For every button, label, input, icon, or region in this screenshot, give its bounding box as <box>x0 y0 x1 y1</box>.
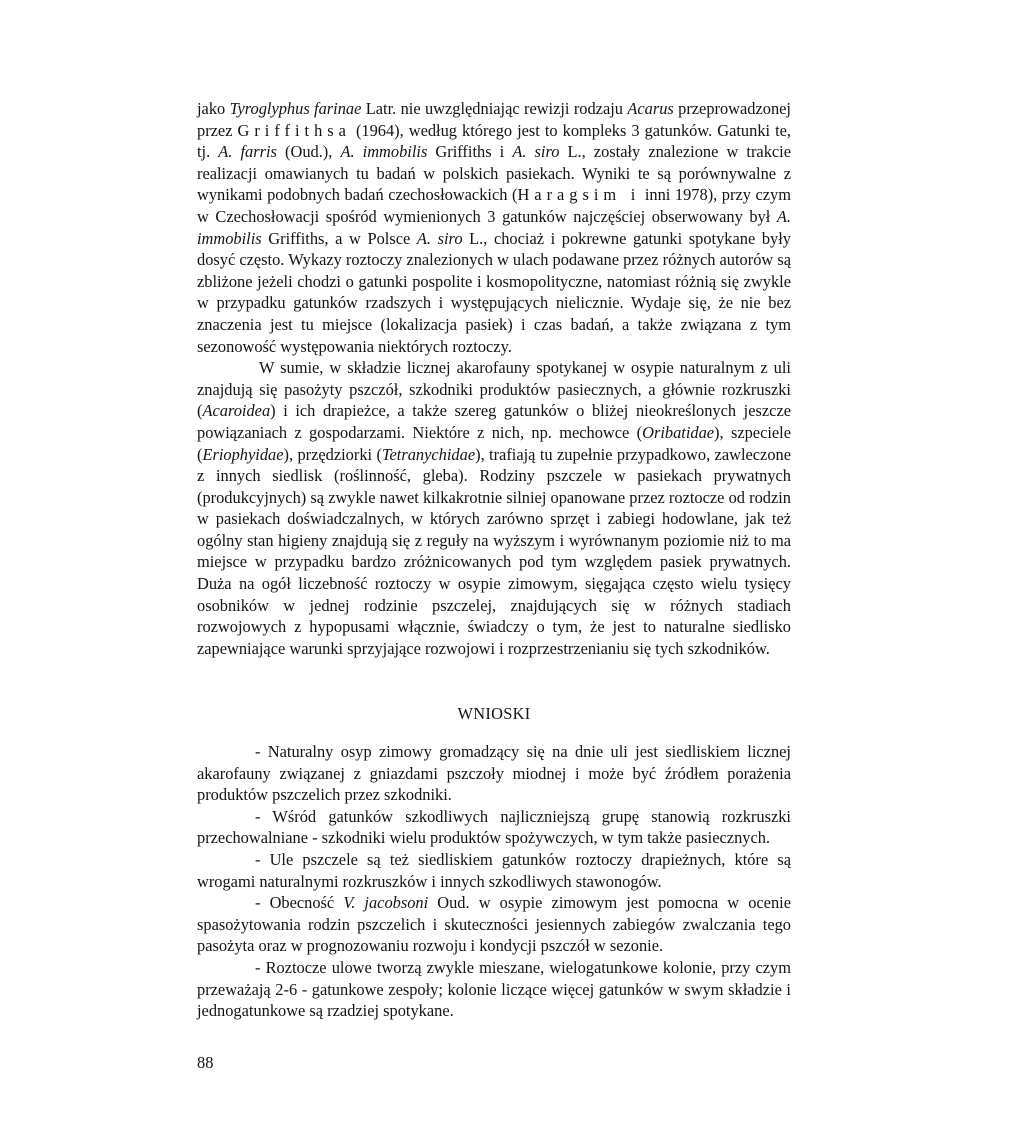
genus-name: Acarus <box>627 99 674 118</box>
text-run: ), szpeciele ( <box>197 422 791 464</box>
species-name: A. immobilis <box>197 206 791 248</box>
species-name: A. farris <box>218 142 277 162</box>
text-run: - Obecność <box>255 893 344 913</box>
author-name: Haragsim i <box>517 185 641 205</box>
conclusion-item-4 <box>197 892 791 957</box>
text-run: (1964), według którego jest to kompleks 3 gatunków. Gatunki te, tj. <box>197 120 791 162</box>
text-run: Griffiths i <box>427 142 513 162</box>
section-heading: WNIOSKI <box>457 704 531 724</box>
taxon-name: Acaroidea <box>202 401 271 421</box>
page-number: 88 <box>197 1052 214 1072</box>
species-name: Tyroglyphus farinae <box>229 99 362 118</box>
conclusion-item-3: - Ule pszczele są też siedliskiem gatunków roztoczy drapieżnych, które są wrogami naturalnymi rozkruszków i innych szkodliwych stawonogów. <box>197 850 791 891</box>
paragraph-1 <box>197 98 791 357</box>
taxon-name: Tetranychidae <box>381 444 476 464</box>
text-run: ), trafiają tu zupełnie przypadkowo, zawleczone z innych siedlisk (roślinność, gleba). Rodziny pszczele w pasiekach prywatnych (produkcyjnych) są zwykle nawet kilkakrotnie silniej opanowane przez roztocze od rodzin w pasiekach doświadczalnych, w których zarówno sprzęt i zabiegi hodowlane, jak też ogólny stan higieny znajdują się z reguły na wyższym i wyrównanym poziomie niż to ma miejsce w przypadku bardzo zróżnicowanych pod tym względem pasiek prywatnych. Duża na ogół liczebność roztoczy w osypie zimowym, sięgająca często wielu tysięcy osobników w jednej rodzinie pszczelej, znajdujących się w różnych stadiach rozwojowych z hypopusami włącznie, świadczy o tym, że jest to naturalne siedlisko zapewniające warunki sprzyjające rozwojowi i rozprzestrzenianiu się tych szkodników. <box>197 444 791 658</box>
taxon-name: Eriophyidae <box>202 444 284 464</box>
species-name: V. jacobsoni <box>343 893 429 913</box>
text-run: Griffiths, a w Polsce <box>261 228 417 248</box>
author-name: Griffithsa <box>237 120 351 140</box>
text-run: (Oud.), <box>276 142 341 162</box>
species-name: A. immobilis <box>340 142 428 162</box>
text-run: jako <box>197 99 230 118</box>
taxon-name: Oribatidae <box>642 422 715 442</box>
conclusion-item-5: - Roztocze ulowe tworzą zwykle mieszane, wielogatunkowe kolonie, przy czym przeważają 2-6 - gatunkowe zespoły; kolonie liczące więcej gatunków w swym składzie i jednogatunkowe są rzadziej spotykane. <box>197 957 791 1021</box>
text-run: Latr. nie uwzględniając rewizji rodzaju <box>361 99 628 118</box>
text-run: L., chociaż i pokrewne gatunki spotykane były dosyć często. Wykazy roztoczy znalezionych w ulach podawane przez różnych autorów są zbliżone jeżeli chodzi o gatunki pospolite i kosmopolityczne, natomiast różnią się zwykle w przypadku gatunków rzadszych i występujących nielicznie. Wydaje się, że nie bez znaczenia jest tu miejsce (lokalizacja pasiek) i czas badań, a także związana z tym sezonowość występowania niektórych roztoczy. <box>197 228 791 356</box>
text-run: W sumie, w składzie licznej akarofauny spotykanej w osypie naturalnym z uli znajdują się pasożyty pszczół, szkodniki produktów pasiecznych, a głównie rozkruszki ( <box>197 358 791 421</box>
text-run: przeprowadzonej przez <box>197 99 791 140</box>
document-page <box>197 98 791 1073</box>
conclusion-item-2: - Wśród gatunków szkodliwych najliczniejszą grupę stanowią rozkruszki przechowalniane - szkodniki wielu produktów spożywczych, w tym także pasiecznych. <box>197 806 791 848</box>
paragraph-2 <box>197 357 791 659</box>
text-run: Oud. w osypie zimowym jest pomocna w ocenie spasożytowania rodzin pszczelich i skuteczności jesiennych zabiegów zwalczania tego pasożyta oraz w prognozowaniu rozwoju i kondycji pszczół w sezonie. <box>197 893 791 956</box>
conclusion-item-1: - Naturalny osyp zimowy gromadzący się na dnie uli jest siedliskiem licznej akarofauny związanej z gniazdami pszczoły miodnej i może być źródłem porażenia produktów pszczelich przez szkodniki. <box>197 742 791 805</box>
species-name: A. siro <box>416 228 463 248</box>
text-run: inni 1978), przy czym w Czechosłowacji spośród wymienionych 3 gatunków najczęściej obserwowany był <box>197 185 791 226</box>
text-run: L., zostały znalezione w trakcie realizacji omawianych tu badań w polskich pasiekach. Wyniki te są porównywalne z wynikami podobnych badań czechosłowackich ( <box>197 142 791 205</box>
text-run: ) i ich drapieżce, a także szereg gatunków o bliżej nieokreślonych jeszcze powiązaniach z gospodarzami. Niektóre z nich, np. mechowce ( <box>197 401 791 442</box>
text-run: ), przędziorki ( <box>283 444 382 464</box>
species-name: A. siro <box>512 142 560 162</box>
